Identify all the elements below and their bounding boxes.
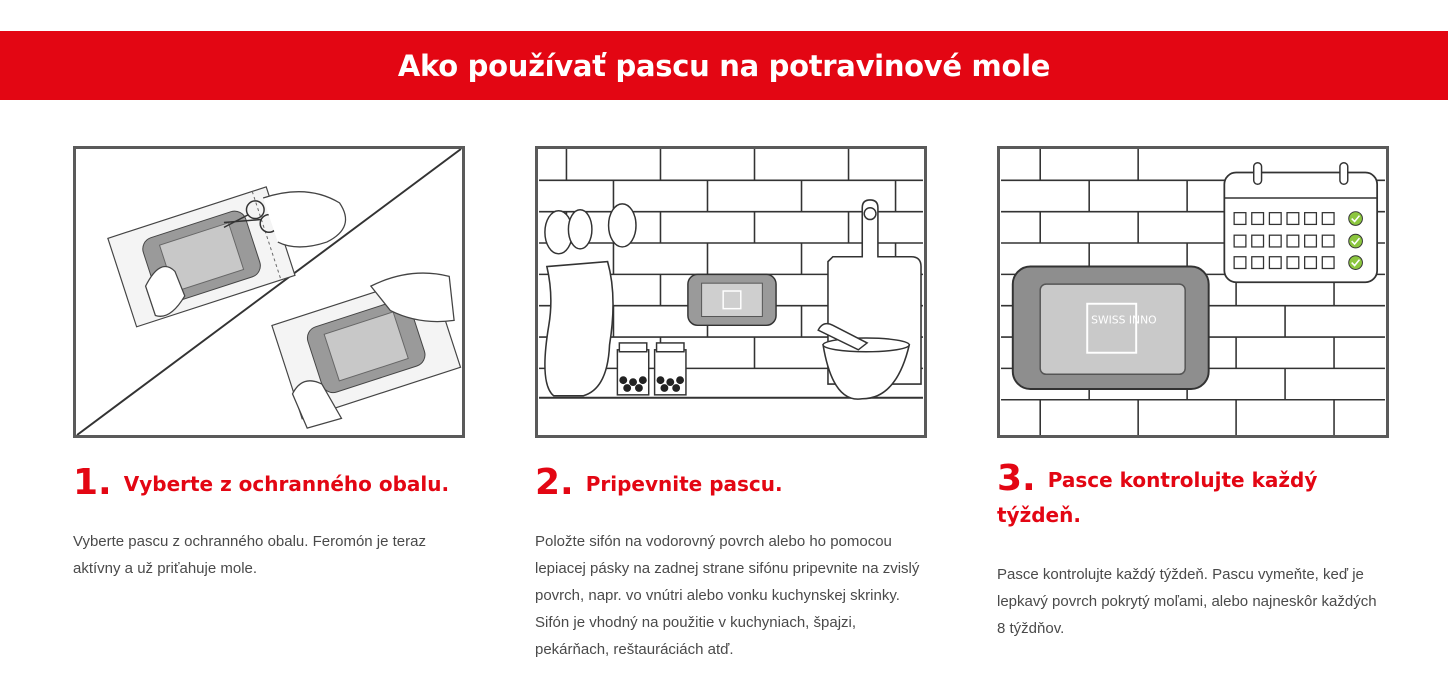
page-title: Ako používať pascu na potravinové mole [397, 48, 1051, 83]
step-3-title: Pasce kontrolujte každý týždeň. [997, 468, 1318, 527]
check-icons [1349, 212, 1363, 270]
step-1-description: Vyberte pascu z ochranného obalu. Feromón je teraz aktívny a už priťahuje mole. [73, 533, 426, 577]
step-3-description: Pasce kontrolujte každý týždeň. Pascu vymeňte, keď je lepkavý povrch pokrytý moľami, alebo najneskôr každých 8 týždňov. [997, 566, 1377, 637]
jug [545, 262, 613, 396]
calendar-icon [1224, 163, 1377, 282]
step-1-title: Vyberte z ochranného obalu. [123, 472, 450, 496]
mortar-bowl [823, 345, 909, 399]
step-1-number: 1. [73, 462, 112, 503]
step-3-number: 3. [997, 458, 1036, 499]
trap-icon [1013, 267, 1209, 389]
unwrap-trap-illustration [73, 146, 465, 438]
step-2-heading [535, 462, 935, 503]
trap-calendar-illustration [997, 146, 1389, 438]
step-1-heading [73, 462, 473, 503]
header-banner [0, 31, 1448, 100]
trap-icon [688, 274, 776, 325]
step-2-number: 2. [535, 462, 574, 503]
step-2-description: Položte sifón na vodorovný povrch alebo ho pomocou lepiacej pásky na zadnej strane sifónu pripevnite na zvislý povrch, napr. vo vnútri alebo vonku kuchynskej skrinky. Sifón je vhodný na použitie v kuchyniach, špajzi, pekárňach, reštauráciách atď. [535, 533, 920, 658]
step-2-title: Pripevnite pascu. [585, 472, 783, 496]
step-3-heading [997, 458, 1357, 532]
kitchen-wall-trap-illustration [535, 146, 927, 438]
trap-logo: SWISS INNO [1091, 313, 1157, 327]
